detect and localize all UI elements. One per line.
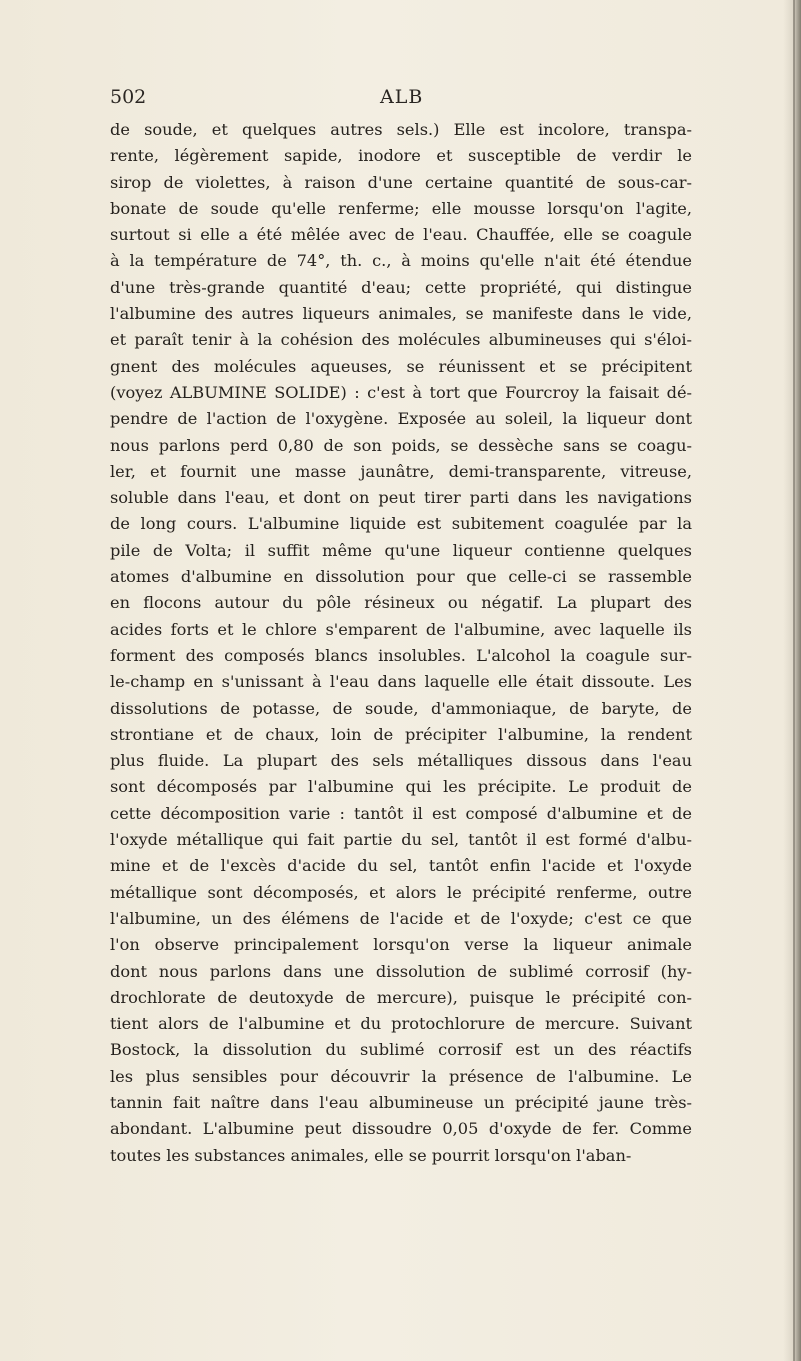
text-line: de long cours. L'albumine liquide est subitement coagulée par la	[110, 514, 692, 534]
text-line: plus fluide. La plupart des sels métalliques dissous dans l'eau	[110, 751, 692, 771]
text-line: ler, et fournit une masse jaunâtre, demi-transparente, vitreuse,	[110, 461, 692, 481]
text-line: bonate de soude qu'elle renferme; elle mousse lorsqu'on l'agite,	[110, 198, 692, 218]
text-line: mine et de l'excès d'acide du sel, tantôt enfin l'acide et l'oxyde	[110, 856, 692, 876]
text-line: cette décomposition varie : tantôt il est composé d'albumine et de	[110, 803, 692, 823]
page-number: 502	[110, 86, 147, 108]
text-line: le-champ en s'unissant à l'eau dans laquelle elle était dissoute. Les	[110, 672, 692, 692]
text-line: soluble dans l'eau, et dont on peut tirer parti dans les navigations	[110, 488, 692, 508]
text-line: pendre de l'action de l'oxygène. Exposée au soleil, la liqueur dont	[110, 409, 692, 429]
text-line: acides forts et le chlore s'emparent de l'albumine, avec laquelle ils	[110, 619, 692, 639]
text-line: nous parlons perd 0,80 de son poids, se dessèche sans se coagu-	[110, 435, 692, 455]
text-line: sont décomposés par l'albumine qui les précipite. Le produit de	[110, 777, 692, 797]
page-header	[110, 86, 690, 112]
text-line: dont nous parlons dans une dissolution de sublimé corrosif (hy-	[110, 961, 692, 981]
text-line: surtout si elle a été mêlée avec de l'eau. Chauffée, elle se coagule	[110, 225, 692, 245]
body-text	[110, 117, 692, 1169]
text-line: (voyez ALBUMINE SOLIDE) : c'est à tort que Fourcroy la faisait dé-	[110, 382, 692, 402]
text-line: abondant. L'albumine peut dissoudre 0,05 d'oxyde de fer. Comme	[110, 1119, 692, 1139]
running-head: ALB	[380, 86, 424, 108]
text-line: forment des composés blancs insolubles. L'alcohol la coagule sur-	[110, 645, 692, 665]
text-line: métallique sont décomposés, et alors le précipité renferme, outre	[110, 882, 692, 902]
text-line: toutes les substances animales, elle se pourrit lorsqu'on l'aban-	[110, 1145, 632, 1165]
text-line: les plus sensibles pour découvrir la présence de l'albumine. Le	[110, 1066, 692, 1086]
page-edge-line	[793, 0, 795, 1361]
text-line: l'albumine, un des élémens de l'acide et de l'oxyde; c'est ce que	[110, 908, 692, 928]
text-line: gnent des molécules aqueuses, se réunissent et se précipitent	[110, 356, 692, 376]
text-line: strontiane et de chaux, loin de précipiter l'albumine, la rendent	[110, 724, 692, 744]
text-line: de soude, et quelques autres sels.) Elle est incolore, transpa-	[110, 120, 692, 139]
text-line: rente, légèrement sapide, inodore et susceptible de verdir le	[110, 146, 692, 166]
text-line: Bostock, la dissolution du sublimé corrosif est un des réactifs	[110, 1040, 692, 1060]
text-line: sirop de violettes, à raison d'une certaine quantité de sous-car-	[110, 172, 692, 192]
text-line: en flocons autour du pôle résineux ou négatif. La plupart des	[110, 593, 692, 613]
text-line: tient alors de l'albumine et du protochlorure de mercure. Suivant	[110, 1014, 692, 1034]
text-line: pile de Volta; il suffit même qu'une liqueur contienne quelques	[110, 540, 692, 560]
text-line: l'oxyde métallique qui fait partie du sel, tantôt il est formé d'albu-	[110, 830, 692, 850]
text-line: l'albumine des autres liqueurs animales, se manifeste dans le vide,	[110, 304, 692, 324]
text-line: et paraît tenir à la cohésion des molécules albumineuses qui s'éloi-	[110, 330, 692, 350]
text-line: atomes d'albumine en dissolution pour que celle-ci se rassemble	[110, 567, 692, 587]
text-line: tannin fait naître dans l'eau albumineuse un précipité jaune très-	[110, 1092, 692, 1112]
text-line: d'une très-grande quantité d'eau; cette propriété, qui distingue	[110, 277, 692, 297]
text-line: l'on observe principalement lorsqu'on verse la liqueur animale	[110, 935, 692, 955]
text-line: dissolutions de potasse, de soude, d'ammoniaque, de baryte, de	[110, 698, 692, 718]
text-line: à la température de 74°, th. c., à moins qu'elle n'ait été étendue	[110, 251, 692, 271]
page-edge-shadow	[783, 0, 801, 1361]
text-line: drochlorate de deutoxyde de mercure), puisque le précipité con-	[110, 987, 692, 1007]
